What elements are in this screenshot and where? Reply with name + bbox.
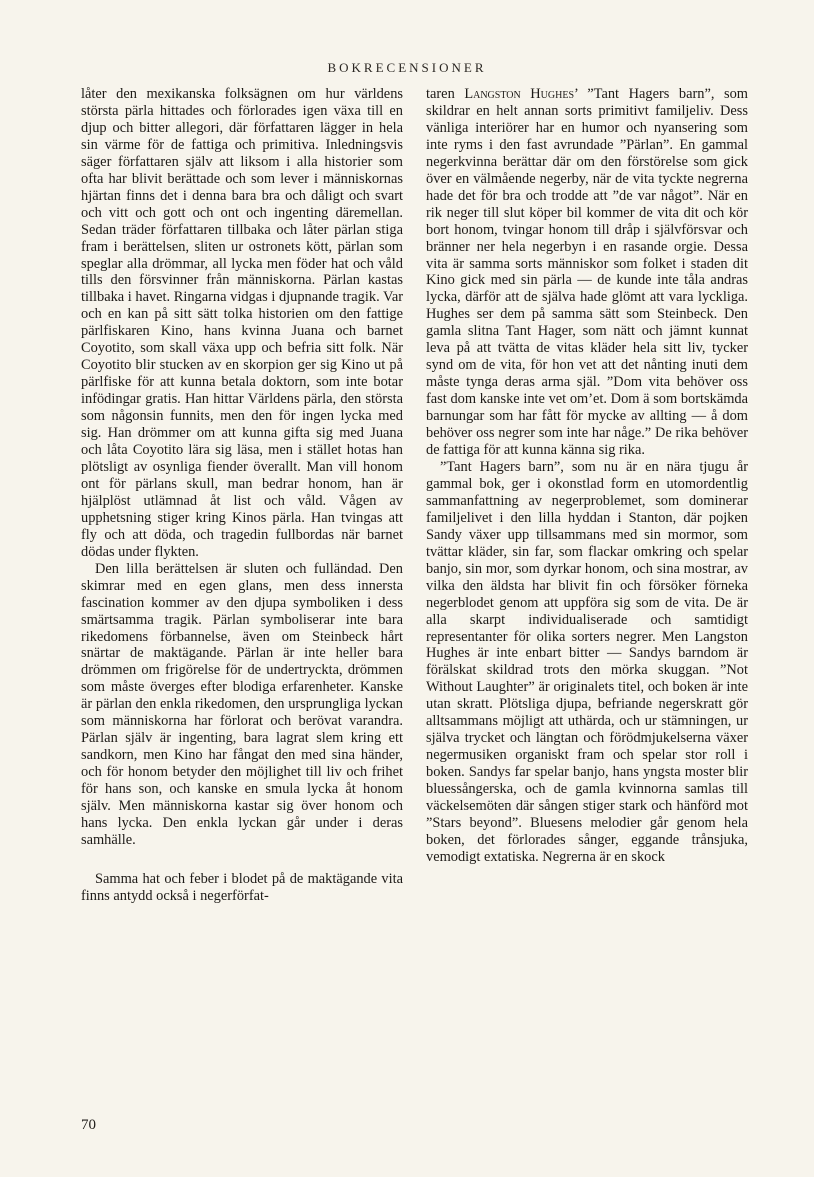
right-paragraph-1 [426, 86, 748, 459]
left-paragraph-2: Den lilla berättelsen är sluten och fulländad. Den skimrar med en egen glans, men dess innersta fascination kommer av den djupa symboliken i dess smärtsamma tragik. Pärlan symboliserar inte bara rikedomens förbannelse, även om Steinbeck hårt snärtar de maktägande. Pärlan är inte heller bara drömmen om frigörelse för de undertryckta, drömmen som måste överges efter blodiga erfarenheter. Kanske är pärlan den enkla rikedomen, den ursprungliga lyckan som människorna har förlorat och berövat varandra. Pärlan själv är ingenting, bara lagrat slem kring ett sandkorn, men Kino har fångat den med sina händer, och för honom betyder den möjlighet till liv och frihet för hans son, och kanske en smula lycka åt honom själv. Men människorna kastar sig över honom och hans lycka. Den enkla lyckan går under i deras samhälle. [81, 560, 403, 848]
right-column [426, 86, 748, 866]
paragraph-start: taren [426, 86, 465, 102]
left-paragraph-1: låter den mexikanska folksägnen om hur världens största pärla hittades och förlorades igen växa till en djup och bitter allegori, där författaren lägger in hela sin värme för de fattiga och primitiva. Inledningsvis säger författaren själv att liksom i alla historier som ofta har blivit berättade och som lever i människornas hjärtan finns det i denna bara bra och dåligt och svart och vitt och gott och ont och ingenting däremellan. Sedan träder författaren tillbaka och låter pärlan stiga fram i berättelsen, sliten ur ostronets kött, pärlan som speglar alla drömmar, all lycka men föder hat och våld tills den försvinner från människorna. Pärlan kastas tillbaka i havet. Ringarna vidgas i djupnande tragik. Var och en kan på sitt sätt tolka historien om den fattige pärlfiskaren Kino, hans kvinna Juana och barnet Coyotito, som skall växa upp och befria sitt folk. När Coyotito blir stucken av en skorpion ger sig Kino ut på pärlfiske för att kunna betala doktorn, som inte botar infödingar gratis. Han hittar Världens pärla, den största som någonsin funnits, men den för ingen lycka med sig. Han drömmer om att kunna gifta sig med Juana och låta Coyotito lära sig läsa, men i stället hotas han plötsligt av osynliga fiender överallt. Man vill honom ont för pärlans skull, man bedrar honom, han är hjälplöst utlämnad åt list och våld. Vågen av upphetsning stiger kring Kinos pärla. Han tvingas att fly och att döda, och tragedin fullbordas när barnet dödas under flykten. [81, 86, 403, 560]
running-header: BOKRECENSIONER [327, 60, 487, 75]
page-number: 70 [81, 1117, 96, 1133]
left-paragraph-3: Samma hat och feber i blodet på de maktägande vita finns antydd också i negerförfat- [81, 870, 403, 904]
left-column [81, 86, 403, 905]
paragraph-rest: ’ ”Tant Hagers barn”, som skildrar en helt annan sorts primitivt familjeliv. Dess vänliga interiörer har en humor och nyansering som inte ryms i den fast avrundade ”Pärlan”. En gammal negerkvinna berättar där om den förstörelse som gick över en välmående negerby, när de vita tyckte negrerna hade det för bra och trodde att ”de var något”. När en rik neger till slut köper bil kommer de vita dit och kör bort honom, tvingar honom till dråp i självförsvar och bränner ner hela negerbyn i en rasande orgie. Dessa vita är samma sorts människor som folket i staden dit Kino gick med sin pärla — de kunde inte tåla andras lycka, därför att de själva hade glömt att vara lyckliga. Hughes ser dem på samma sätt som Steinbeck. Den gamla slitna Tant Hager, som nätt och jämnt kunnat leva på att tvätta de vitas kläder hela sitt liv, tycker synd om de vita, för hon vet att det nånting inuti dem måste tynga deras arma själ. ”Dom vita behöver oss fast dom kanske inte vet om’et. Dom ä som bortskämda barnungar som har fått för mycke av allting — å dom behöver oss negrer som inte har någe.” De rika behöver de fattiga för att kunna känna sig rika. [426, 86, 748, 459]
right-paragraph-2: ”Tant Hagers barn”, som nu är en nära tjugu år gammal bok, ger i okonstlad form en utomordentlig sammanfattning av negerproblemet, som dominerar familjelivet i den lilla hyddan i Stanton, där pojken Sandy växer upp tillsammans med sin mormor, som tvättar kläder, sin far, som flackar omkring och spelar banjo, sin mor, som dyrkar honom, och sina mostrar, av vilka den äldsta har blivit fin och försöker förneka negerblodet genom att uppföra sig som de vita. De är alla skarpt individualiserade och samtidigt representanter för olika sorters negrer. Men Langston Hughes är inte enbart bitter — Sandys barndom är förälskat skildrad trots den mörka skuggan. ”Not Without Laughter” är originalets titel, och boken är inte utan skratt. Plötsliga djupa, befriande negerskratt gör alltsammans möjligt att uthärda, och ur stämningen, ur själva trycket och längtan och förödmjukelserna växer negermusiken organiskt fram och spelar stor roll i boken. Sandys far spelar banjo, hans yngsta moster blir bluessångerska, och de gamla kvinnorna samlas till väckelsemöten där sången stiger stark och hänförd mot ”Stars beyond”. Bluesens melodier går genom hela boken, det förlorades sånger, eggande trånsjuka, vemodigt extatiska. Negrerna är en skock [426, 458, 748, 865]
author-name: Langston Hughes [464, 86, 574, 102]
